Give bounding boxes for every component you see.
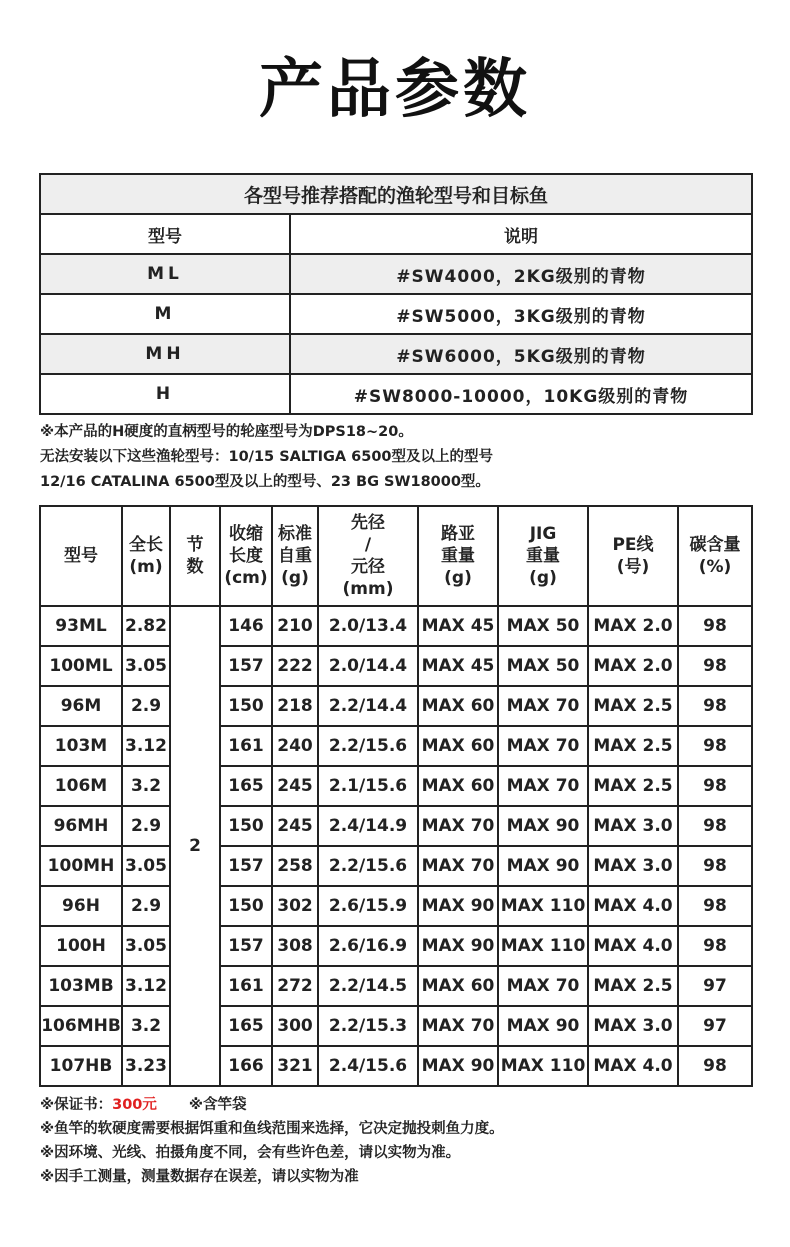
cell-lure-weight: MAX 60 bbox=[418, 966, 498, 1006]
cell-diameter: 2.2/15.6 bbox=[318, 846, 418, 886]
table-row bbox=[40, 646, 752, 686]
cell-weight: 240 bbox=[272, 726, 318, 766]
cell-lure-weight: MAX 45 bbox=[418, 646, 498, 686]
cell-closed-length: 161 bbox=[220, 726, 272, 766]
cell-lure-weight: MAX 60 bbox=[418, 726, 498, 766]
cell-pe-line: MAX 2.5 bbox=[588, 686, 678, 726]
warranty-value: 300元 bbox=[112, 1097, 157, 1113]
cell-model: 100H bbox=[40, 926, 122, 966]
cell-pe-line: MAX 2.0 bbox=[588, 606, 678, 646]
cell-length: 3.05 bbox=[122, 846, 170, 886]
cell-closed-length: 161 bbox=[220, 966, 272, 1006]
note-line: 无法安装以下这些渔轮型号：10/15 SALTIGA 6500型及以上的型号 bbox=[40, 449, 494, 465]
note-line: ※本产品的H硬度的直柄型号的轮座型号为DPS18~20。 bbox=[40, 424, 413, 440]
cell-diameter: 2.6/16.9 bbox=[318, 926, 418, 966]
cell-diameter: 2.1/15.6 bbox=[318, 766, 418, 806]
cell-lure-weight: MAX 60 bbox=[418, 686, 498, 726]
cell-closed-length: 165 bbox=[220, 766, 272, 806]
cell-pe-line: MAX 4.0 bbox=[588, 926, 678, 966]
compatibility-notes bbox=[40, 420, 493, 495]
cell-lure-weight: MAX 45 bbox=[418, 606, 498, 646]
reel-header-model: 型号 bbox=[40, 214, 290, 254]
cell-model: 107HB bbox=[40, 1046, 122, 1086]
cell-lure-weight: MAX 70 bbox=[418, 846, 498, 886]
note-line: ※鱼竿的软硬度需要根据饵重和鱼线范围来选择，它决定抛投刺鱼力度。 bbox=[40, 1121, 504, 1137]
note-line: 12/16 CATALINA 6500型及以上的型号、23 BG SW18000型。 bbox=[40, 474, 490, 490]
cell-model: 100MH bbox=[40, 846, 122, 886]
cell-closed-length: 157 bbox=[220, 646, 272, 686]
note-line: ※因环境、光线、拍摄角度不同，会有些许色差，请以实物为准。 bbox=[40, 1145, 461, 1161]
cell-length: 3.2 bbox=[122, 1006, 170, 1046]
cell-lure-weight: MAX 60 bbox=[418, 766, 498, 806]
table-row bbox=[40, 606, 752, 646]
col-header-jig-weight: JIG 重量 (g) bbox=[498, 506, 588, 606]
reel-recommendation-table bbox=[39, 173, 753, 415]
col-header-carbon: 碳含量 (%) bbox=[678, 506, 752, 606]
col-header-pe-line: PE线 (号) bbox=[588, 506, 678, 606]
cell-length: 3.05 bbox=[122, 926, 170, 966]
cell-carbon: 98 bbox=[678, 886, 752, 926]
cell-lure-weight: MAX 90 bbox=[418, 886, 498, 926]
cell-model: 93ML bbox=[40, 606, 122, 646]
cell-diameter: 2.0/14.4 bbox=[318, 646, 418, 686]
cell-diameter: 2.4/15.6 bbox=[318, 1046, 418, 1086]
cell-jig-weight: MAX 70 bbox=[498, 726, 588, 766]
cell-carbon: 98 bbox=[678, 1046, 752, 1086]
cell-weight: 218 bbox=[272, 686, 318, 726]
cell-closed-length: 150 bbox=[220, 806, 272, 846]
cell-length: 2.9 bbox=[122, 886, 170, 926]
cell-model: 96MH bbox=[40, 806, 122, 846]
cell-carbon: 98 bbox=[678, 766, 752, 806]
table-row bbox=[40, 926, 752, 966]
cell-pe-line: MAX 3.0 bbox=[588, 1006, 678, 1046]
cell-diameter: 2.0/13.4 bbox=[318, 606, 418, 646]
cell-jig-weight: MAX 50 bbox=[498, 606, 588, 646]
cell-weight: 222 bbox=[272, 646, 318, 686]
cell-diameter: 2.2/14.4 bbox=[318, 686, 418, 726]
cell-closed-length: 146 bbox=[220, 606, 272, 646]
cell-weight: 210 bbox=[272, 606, 318, 646]
cell-weight: 258 bbox=[272, 846, 318, 886]
cell-closed-length: 157 bbox=[220, 846, 272, 886]
table-row bbox=[40, 886, 752, 926]
cell-lure-weight: MAX 90 bbox=[418, 1046, 498, 1086]
cell-model: 103MB bbox=[40, 966, 122, 1006]
col-header-model: 型号 bbox=[40, 506, 122, 606]
cell-pe-line: MAX 4.0 bbox=[588, 886, 678, 926]
reel-row-model: H bbox=[40, 374, 290, 414]
cell-carbon: 98 bbox=[678, 726, 752, 766]
cell-jig-weight: MAX 110 bbox=[498, 1046, 588, 1086]
cell-carbon: 97 bbox=[678, 966, 752, 1006]
cell-diameter: 2.2/15.3 bbox=[318, 1006, 418, 1046]
table-row bbox=[40, 686, 752, 726]
cell-jig-weight: MAX 70 bbox=[498, 766, 588, 806]
reel-row-desc: #SW4000，2KG级别的青物 bbox=[290, 254, 752, 294]
table-row bbox=[40, 806, 752, 846]
cell-carbon: 98 bbox=[678, 926, 752, 966]
col-header-sections: 节 数 bbox=[170, 506, 220, 606]
cell-carbon: 98 bbox=[678, 846, 752, 886]
cell-jig-weight: MAX 70 bbox=[498, 966, 588, 1006]
table-row bbox=[40, 726, 752, 766]
table-row bbox=[40, 1046, 752, 1086]
cell-carbon: 97 bbox=[678, 1006, 752, 1046]
cell-weight: 245 bbox=[272, 766, 318, 806]
cell-jig-weight: MAX 110 bbox=[498, 926, 588, 966]
reel-row-model: ML bbox=[40, 254, 290, 294]
cell-closed-length: 157 bbox=[220, 926, 272, 966]
cell-length: 3.2 bbox=[122, 766, 170, 806]
cell-sections: 2 bbox=[170, 606, 220, 1086]
cell-jig-weight: MAX 90 bbox=[498, 806, 588, 846]
cell-length: 2.9 bbox=[122, 806, 170, 846]
warranty-label: ※保证书： bbox=[40, 1097, 113, 1113]
cell-pe-line: MAX 3.0 bbox=[588, 806, 678, 846]
cell-lure-weight: MAX 70 bbox=[418, 806, 498, 846]
page-title: 产品参数 bbox=[259, 53, 531, 127]
col-header-lure-weight: 路亚 重量 (g) bbox=[418, 506, 498, 606]
reel-row-desc: #SW8000-10000，10KG级别的青物 bbox=[290, 374, 752, 414]
cell-pe-line: MAX 2.5 bbox=[588, 766, 678, 806]
cell-jig-weight: MAX 50 bbox=[498, 646, 588, 686]
table-row bbox=[40, 1006, 752, 1046]
cell-pe-line: MAX 2.5 bbox=[588, 966, 678, 1006]
cell-diameter: 2.2/14.5 bbox=[318, 966, 418, 1006]
cell-model: 106MHB bbox=[40, 1006, 122, 1046]
cell-jig-weight: MAX 90 bbox=[498, 1006, 588, 1046]
cell-weight: 302 bbox=[272, 886, 318, 926]
reel-row-desc: #SW6000，5KG级别的青物 bbox=[290, 334, 752, 374]
footer-notes bbox=[40, 1093, 504, 1189]
cell-lure-weight: MAX 90 bbox=[418, 926, 498, 966]
reel-row-model: MH bbox=[40, 334, 290, 374]
cell-weight: 300 bbox=[272, 1006, 318, 1046]
cell-weight: 245 bbox=[272, 806, 318, 846]
cell-closed-length: 150 bbox=[220, 686, 272, 726]
cell-closed-length: 165 bbox=[220, 1006, 272, 1046]
cell-model: 96M bbox=[40, 686, 122, 726]
cell-model: 106M bbox=[40, 766, 122, 806]
cell-closed-length: 166 bbox=[220, 1046, 272, 1086]
reel-table-caption: 各型号推荐搭配的渔轮型号和目标鱼 bbox=[40, 174, 752, 214]
cell-length: 3.12 bbox=[122, 726, 170, 766]
col-header-weight: 标准 自重 (g) bbox=[272, 506, 318, 606]
reel-row-model: M bbox=[40, 294, 290, 334]
cell-diameter: 2.2/15.6 bbox=[318, 726, 418, 766]
col-header-diameter: 先径 / 元径 (mm) bbox=[318, 506, 418, 606]
cell-length: 2.9 bbox=[122, 686, 170, 726]
cell-jig-weight: MAX 90 bbox=[498, 846, 588, 886]
cell-closed-length: 150 bbox=[220, 886, 272, 926]
reel-row-desc: #SW5000，3KG级别的青物 bbox=[290, 294, 752, 334]
bag-note: ※含竿袋 bbox=[188, 1097, 247, 1113]
table-row bbox=[40, 846, 752, 886]
cell-length: 3.12 bbox=[122, 966, 170, 1006]
cell-jig-weight: MAX 110 bbox=[498, 886, 588, 926]
cell-carbon: 98 bbox=[678, 686, 752, 726]
spec-table bbox=[39, 505, 753, 1087]
cell-weight: 321 bbox=[272, 1046, 318, 1086]
cell-model: 103M bbox=[40, 726, 122, 766]
cell-pe-line: MAX 4.0 bbox=[588, 1046, 678, 1086]
col-header-closed-length: 收缩 长度 (cm) bbox=[220, 506, 272, 606]
cell-length: 3.05 bbox=[122, 646, 170, 686]
cell-pe-line: MAX 2.0 bbox=[588, 646, 678, 686]
cell-pe-line: MAX 3.0 bbox=[588, 846, 678, 886]
table-row bbox=[40, 966, 752, 1006]
cell-carbon: 98 bbox=[678, 646, 752, 686]
cell-length: 2.82 bbox=[122, 606, 170, 646]
cell-weight: 272 bbox=[272, 966, 318, 1006]
cell-diameter: 2.4/14.9 bbox=[318, 806, 418, 846]
cell-diameter: 2.6/15.9 bbox=[318, 886, 418, 926]
cell-jig-weight: MAX 70 bbox=[498, 686, 588, 726]
cell-pe-line: MAX 2.5 bbox=[588, 726, 678, 766]
cell-length: 3.23 bbox=[122, 1046, 170, 1086]
col-header-length: 全长 (m) bbox=[122, 506, 170, 606]
reel-header-desc: 说明 bbox=[290, 214, 752, 254]
cell-carbon: 98 bbox=[678, 606, 752, 646]
table-row bbox=[40, 766, 752, 806]
cell-carbon: 98 bbox=[678, 806, 752, 846]
warranty-line bbox=[40, 1093, 504, 1117]
note-line: ※因手工测量，测量数据存在误差，请以实物为准 bbox=[40, 1169, 359, 1185]
cell-lure-weight: MAX 70 bbox=[418, 1006, 498, 1046]
cell-weight: 308 bbox=[272, 926, 318, 966]
cell-model: 96H bbox=[40, 886, 122, 926]
cell-model: 100ML bbox=[40, 646, 122, 686]
